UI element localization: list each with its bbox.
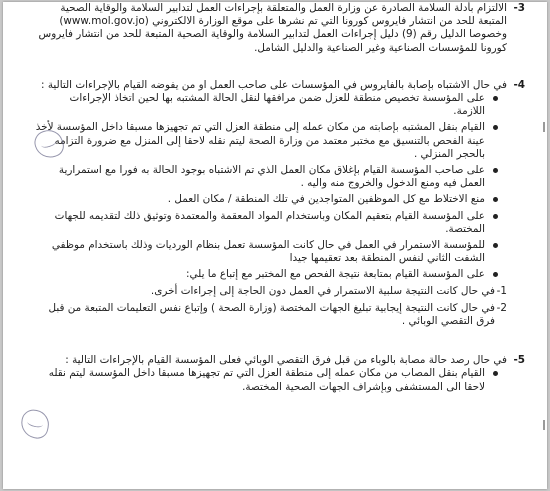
signature-mark [18, 407, 51, 440]
sub-item-1-text: في حال كانت النتيجة سلبية الاستمرار في العمل دون الحاجة إلى إجراءات أخرى. [150, 284, 495, 297]
item-3-number: 3- [513, 2, 525, 14]
item-3 [35, 2, 525, 55]
document-body [35, 2, 525, 397]
bullet-item: منع الاختلاط مع كل الموظفين المتواجدين في تلك المنطقة / مكان العمل . [35, 193, 485, 206]
scanned-page [3, 2, 547, 489]
sub-item-2-text: في حال كانت النتيجة إيجابية تبليغ الجهات المختصة (وزارة الصحة ) وإتباع نفس التعليمات المتبعة من قبل فرق التقصي الوبائي . [48, 301, 495, 328]
sub-item-1-number: 1- [496, 284, 507, 297]
bullet-item: للمؤسسة الاستمرار في العمل في حال كانت المؤسسة تعمل بنظام الورديات وذلك باستخدام موظفي الشفت الثاني لنفس المنطقة بعد تعقيمها جيدا [35, 239, 485, 265]
bullet-item: على المؤسسة القيام بتعقيم المكان وباستخدام المواد المعقمة والمعتمدة وتوثيق ذلك لتقديمه للجهات المختصة. [35, 210, 485, 236]
sub-item-1 [35, 285, 507, 298]
item-4 [35, 79, 525, 328]
item-4-number: 4- [513, 78, 525, 91]
item-3-text: الالتزام بأدلة السلامة الصادرة عن وزارة العمل والمتعلقة بإجراءات العمل لتدابير السلامة والوقاية الصحية المتبعة للحد من انتشار فايروس كورونا التي تم نشرها على موقع الوزارة الالكتروني (www.mol.gov.jo) وخصوصا الدليل رقم (9) دليل إجراءات العمل لتدابير السلامة والوقاية الصحية المتبعة للحد من انتشار فايروس كورونا للمؤسسات الصناعية وغير الصناعية والدليل الشامل. [38, 2, 507, 54]
bullet-item: على المؤسسة تخصيص منطقة للعزل ضمن مرافقها لنقل الحالة المشتبه بها لحين اتخاذ الإجراءات اللازمة. [35, 92, 485, 118]
item-5-lead: في حال رصد حالة مصابة بالوباء من قبل فرق التقصي الوبائي فعلى المؤسسة القيام بالإجراءات التالية : [65, 354, 507, 367]
margin-mark [537, 420, 545, 430]
item-5-number: 5- [513, 354, 525, 367]
item-5-bullet-list [35, 367, 507, 393]
bullet-item: على المؤسسة القيام بمتابعة نتيجة الفحص مع المختبر مع إتباع ما يلي: [35, 268, 485, 281]
sub-item-2 [35, 302, 507, 328]
sub-item-2-number: 2- [496, 301, 507, 314]
margin-mark [537, 122, 545, 132]
item-4-lead: في حال الاشتباه بإصابة بالفايروس في المؤسسات على صاحب العمل او من يفوضه القيام بالإجراءات التالية : [41, 78, 507, 91]
item-5 [35, 354, 525, 394]
item-4-bullet-list [35, 92, 507, 282]
bullet-item: القيام بنقل المصاب من مكان عمله إلى منطقة العزل التي تم تجهيزها مسبقا داخل المؤسسة ليتم نقله لاحقا الى المستشفى وبإشراف الجهات الصحية المختصة. [35, 367, 485, 393]
bullet-item: على صاحب المؤسسة القيام بإغلاق مكان العمل الذي تم الاشتباه بوجود الحالة به فورا مع استمرارية العمل فيه ومنع الدخول والخروج منه واليه . [35, 164, 485, 190]
bullet-item: القيام بنقل المشتبه بإصابته من مكان عمله إلى منطقة العزل التي تم تجهيزها مسبقا داخل المؤسسة لأخذ عينة الفحص بالتنسيق مع مختبر معتمد من وزارة الصحة ليتم نقله لاحقا إلى المنزل مع ضرورة التزامه بالحجر المنزلي . [35, 121, 485, 160]
